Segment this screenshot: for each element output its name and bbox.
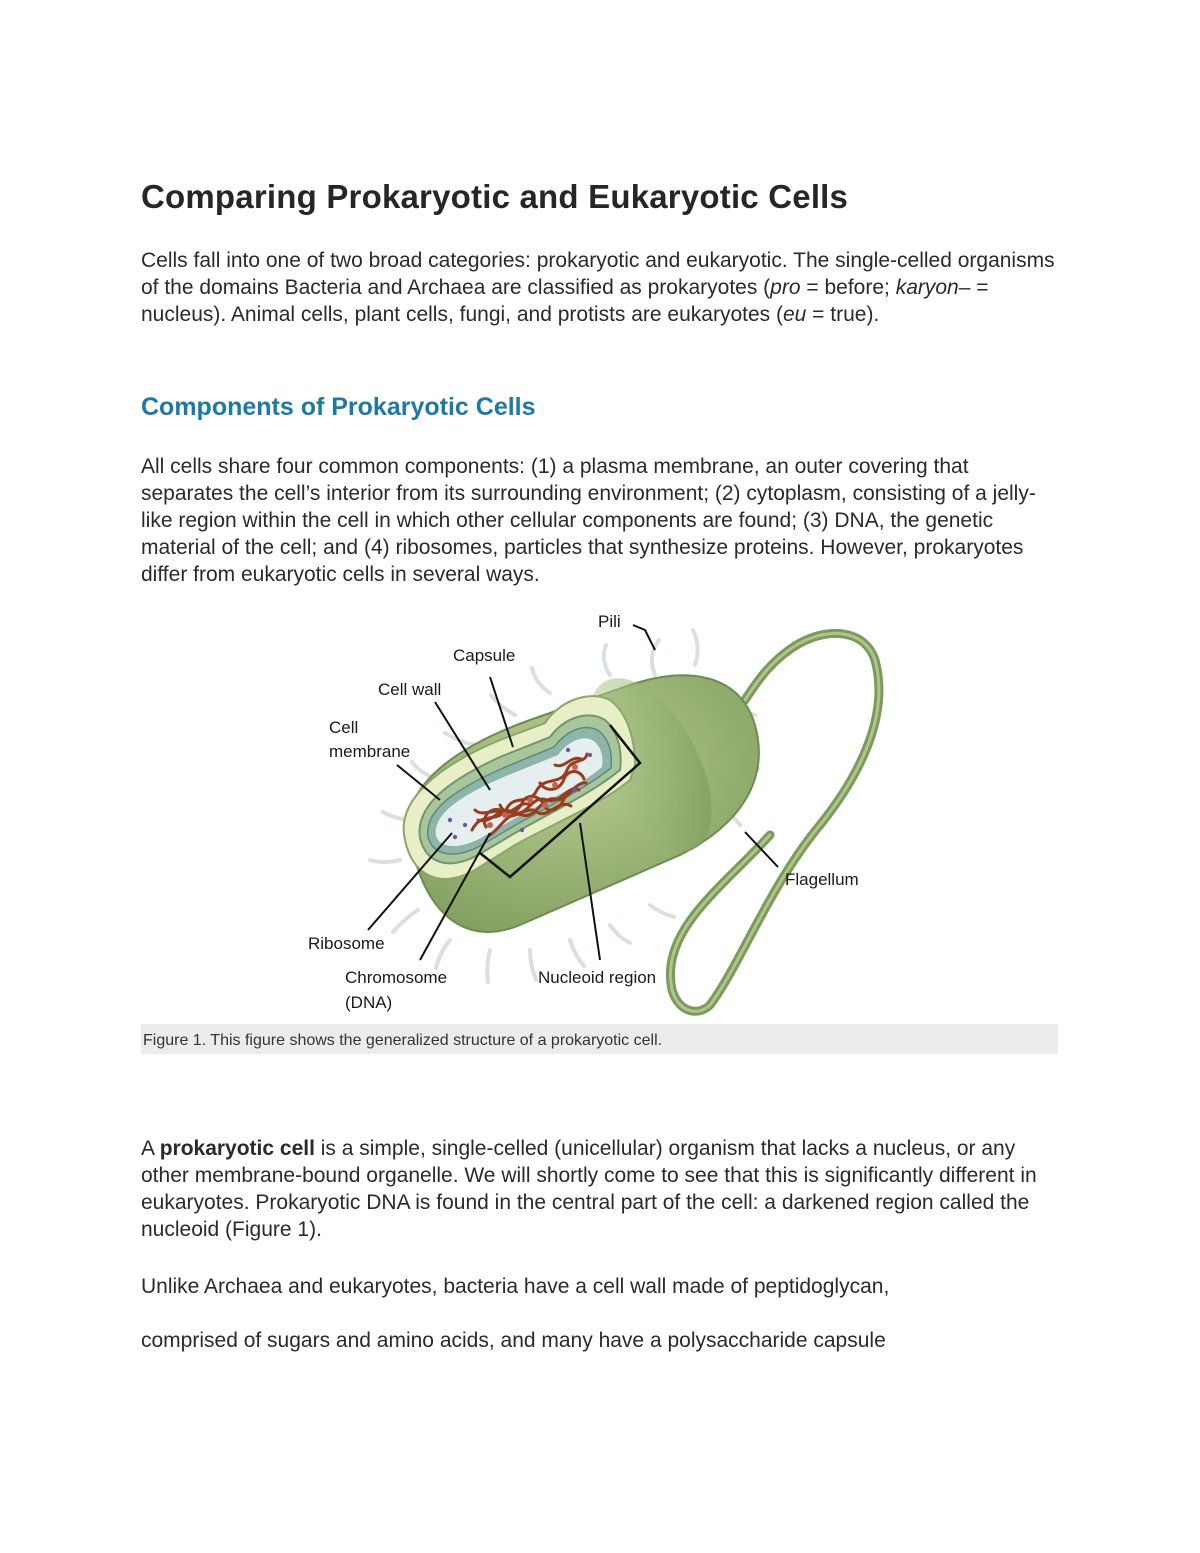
prokaryotic-bold-term: prokaryotic cell	[159, 1137, 315, 1160]
prokaryotic-cell-figure	[300, 605, 900, 1020]
intro-italic-pro: pro	[770, 276, 801, 299]
prokaryotic-rest: is a simple, single-celled (unicellular) organism that lacks a nucleus, or any other membrane-bound organelle. We will shortly come to see that this is significantly different in eukaryotes. Prokaryotic DNA is found in the central part of the cell: a darkened region called the nucleoid (Figure 1).	[141, 1137, 1037, 1241]
intro-text-2: = before;	[800, 276, 896, 299]
page-title: Comparing Prokaryotic and Eukaryotic Cells	[141, 178, 849, 215]
components-paragraph: All cells share four common components: (1) a plasma membrane, an outer covering that separates the cell’s interior from its surrounding environment; (2) cytoplasm, consisting of a jelly-like region within the cell in which other cellular components are found; (3) DNA, the genetic material of the cell; and (4) ribosomes, particles that synthesize proteins. However, prokaryotes differ from eukaryotic cells in several ways.	[141, 455, 1036, 586]
label-flagellum: Flagellum	[785, 870, 859, 889]
prokaryotic-prefix: A	[141, 1137, 160, 1160]
label-chromosome-1: Chromosome	[345, 968, 448, 987]
section-heading: Components of Prokaryotic Cells	[141, 393, 536, 421]
capsule-paragraph: comprised of sugars and amino acids, and many have a polysaccharide capsule	[141, 1329, 886, 1352]
intro-text-4: = true).	[806, 303, 880, 326]
label-chromosome-2: (DNA)	[345, 993, 393, 1012]
cell-wall-paragraph: Unlike Archaea and eukaryotes, bacteria have a cell wall made of peptidoglycan,	[141, 1275, 890, 1298]
figure-caption: Figure 1. This figure shows the generalized structure of a prokaryotic cell.	[143, 1032, 663, 1049]
label-ribosome: Ribosome	[308, 934, 385, 953]
label-cell-wall: Cell wall	[378, 680, 442, 699]
label-capsule: Capsule	[453, 646, 516, 665]
intro-italic-karyon: karyon–	[895, 276, 971, 299]
label-nucleoid-region: Nucleoid region	[538, 968, 657, 987]
intro-paragraph	[141, 247, 1056, 328]
intro-italic-eu: eu	[782, 303, 807, 326]
intro-text-3: = nucleus). Animal cells, plant cells, fungi, and protists are eukaryotes (	[141, 276, 989, 326]
label-cell-membrane-1: Cell	[329, 718, 359, 737]
intro-text-1: Cells fall into one of two broad categories: prokaryotic and eukaryotic. The single-celled organisms of the domains Bacteria and Archaea are classified as prokaryotes (	[141, 249, 1055, 299]
label-cell-membrane-2: membrane	[329, 742, 411, 761]
figure-caption-bar	[141, 1024, 1058, 1054]
label-pili: Pili	[598, 612, 621, 631]
prokaryotic-cell-paragraph	[141, 1135, 1056, 1243]
